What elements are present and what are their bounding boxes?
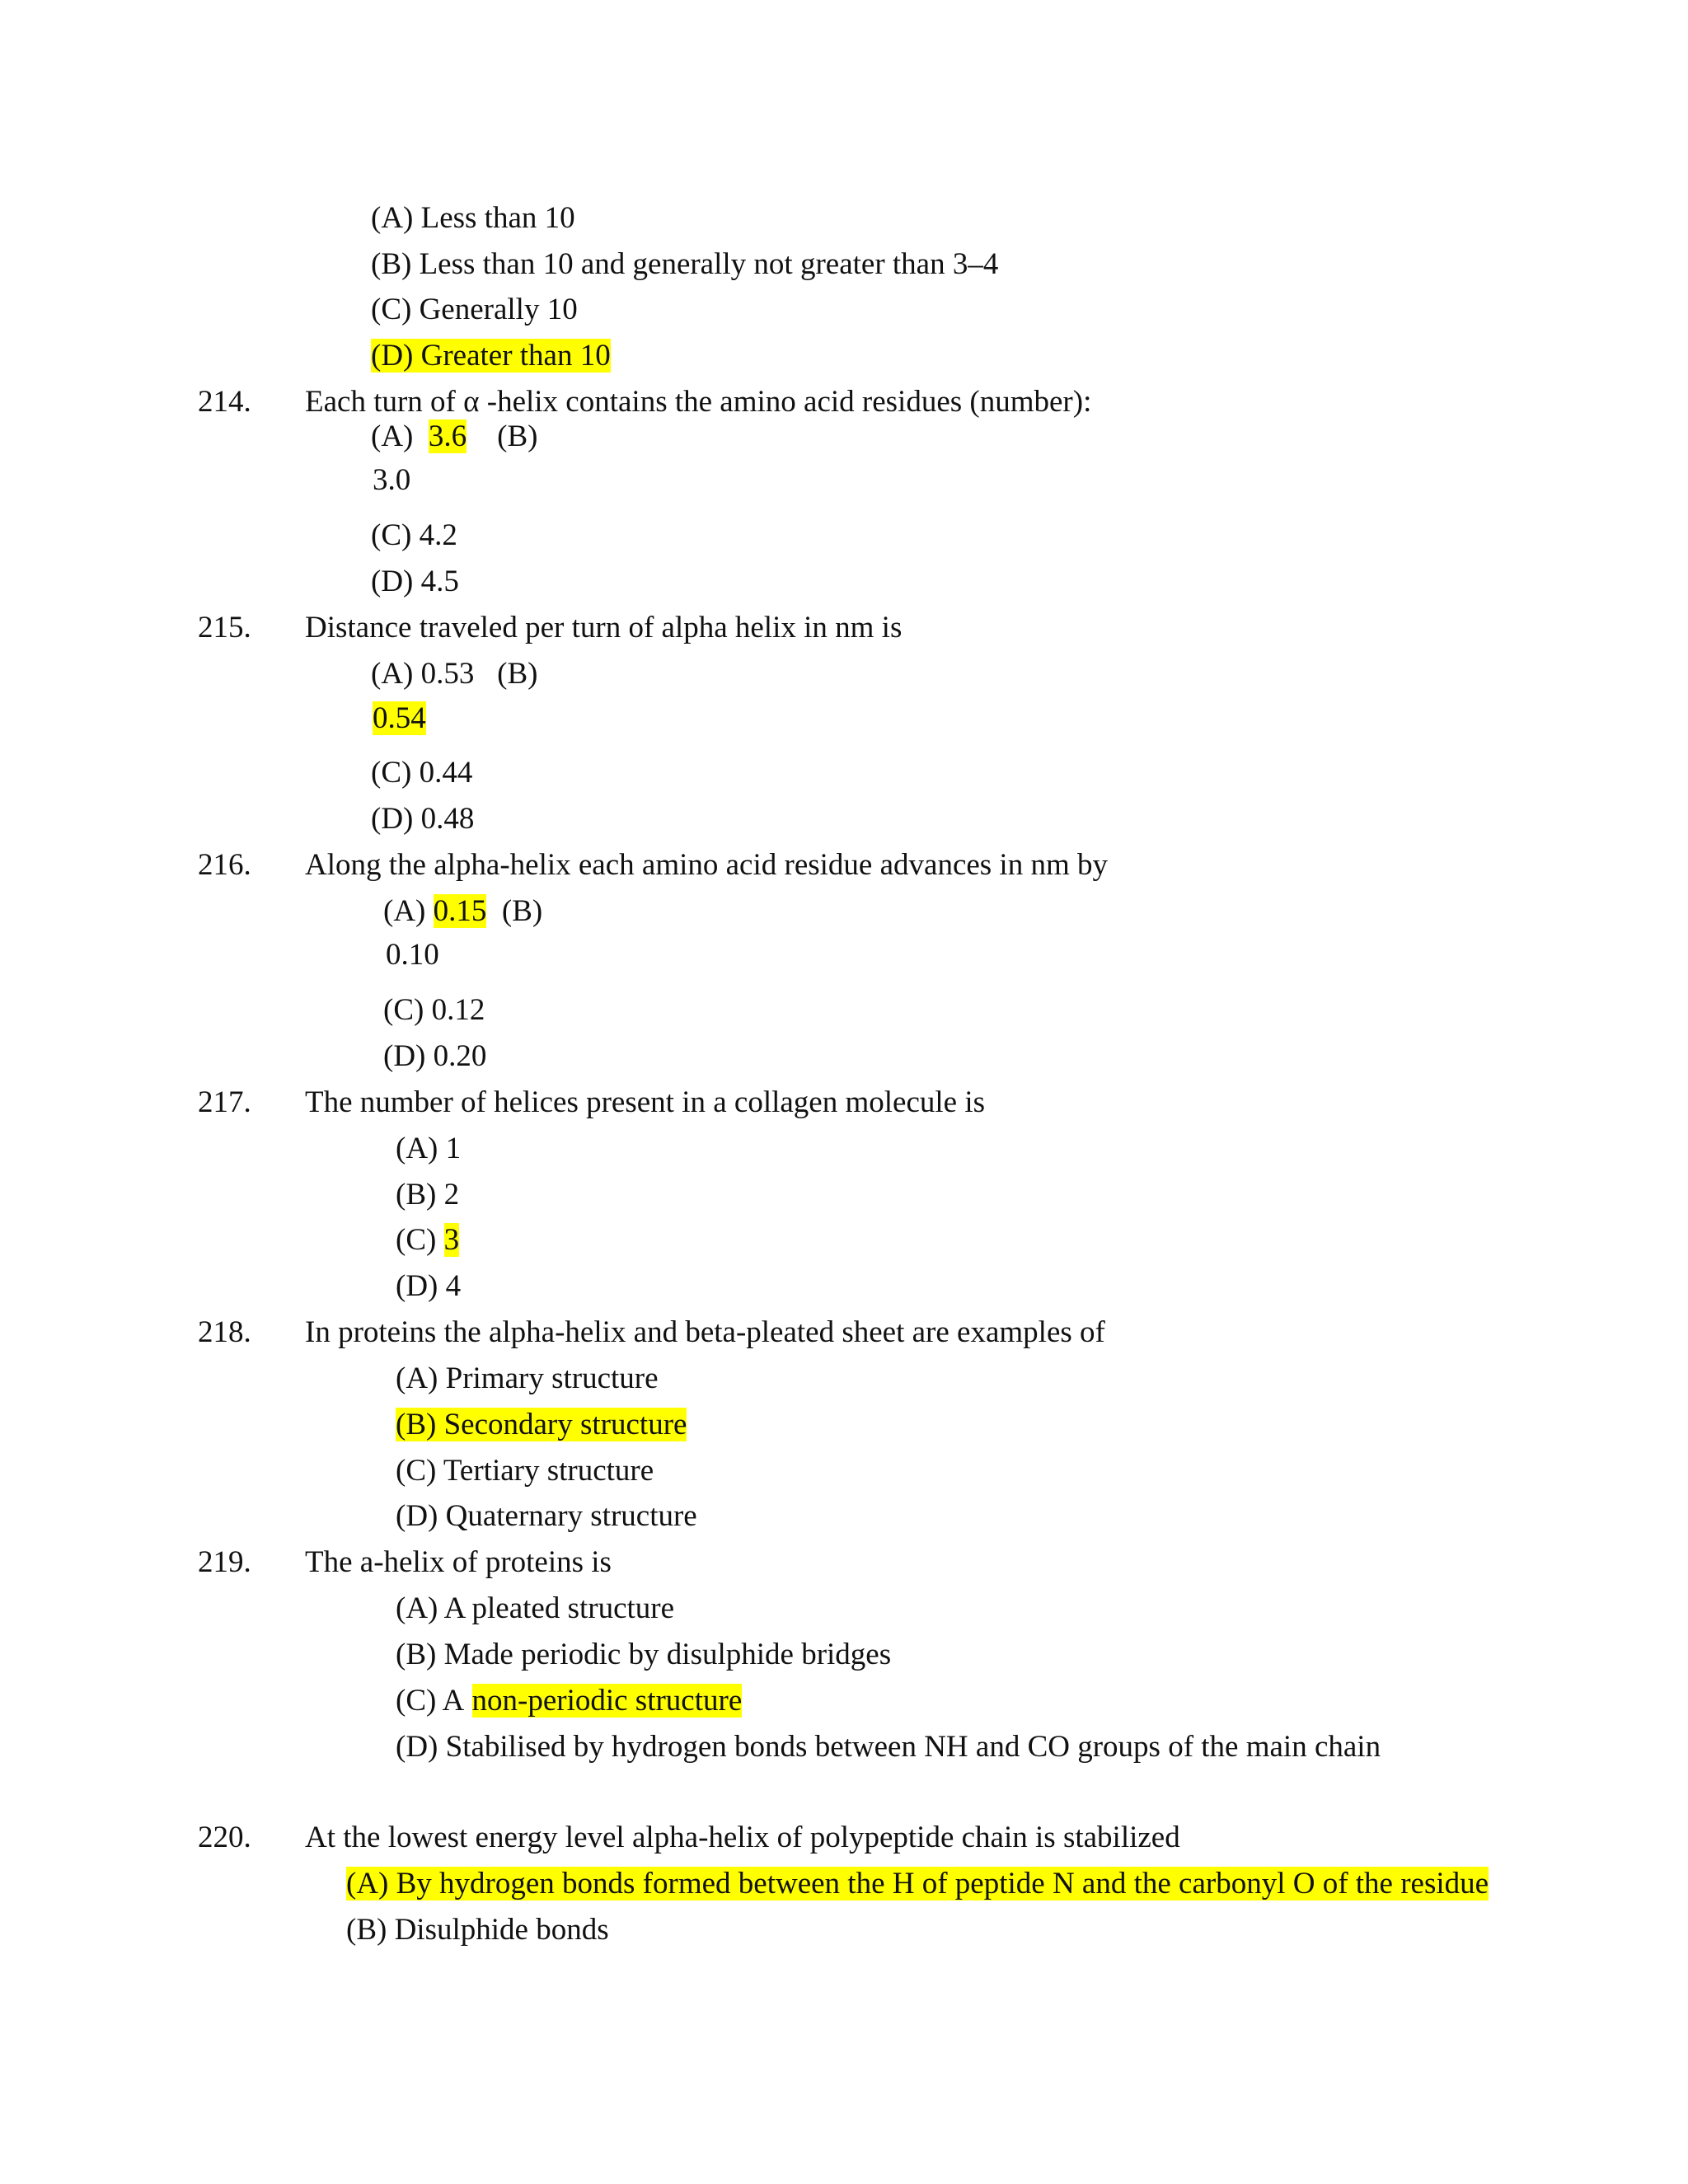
q217-option-b: (B) 2 bbox=[396, 1178, 460, 1212]
q219-option-b: (B) Made periodic by disulphide bridges bbox=[396, 1638, 892, 1671]
q217-option-c bbox=[396, 1222, 459, 1258]
q215-option-d: (D) 0.48 bbox=[371, 802, 475, 836]
question-number: 217. bbox=[198, 1085, 251, 1119]
q220-option-a bbox=[346, 1866, 1489, 1902]
answer-highlight: 3.6 bbox=[428, 419, 467, 453]
q216-options-ab bbox=[383, 893, 542, 930]
option-b-prefix: (B) bbox=[497, 657, 538, 691]
question-number: 219. bbox=[198, 1545, 251, 1579]
answer-highlight: 0.15 bbox=[433, 894, 487, 928]
q215-options-ab bbox=[371, 656, 537, 692]
q214-option-c: (C) 4.2 bbox=[371, 518, 457, 552]
q214-option-d: (D) 4.5 bbox=[371, 565, 459, 598]
option-b-prefix: (B) bbox=[501, 894, 543, 928]
option-a-prefix: (A) bbox=[371, 419, 414, 453]
answer-highlight: (D) Greater than 10 bbox=[371, 339, 611, 373]
q219-option-c bbox=[396, 1683, 742, 1719]
q213-option-d bbox=[371, 338, 611, 374]
q216-option-c: (C) 0.12 bbox=[383, 993, 485, 1027]
q216-option-d: (D) 0.20 bbox=[383, 1039, 487, 1073]
q217-option-d: (D) 4 bbox=[396, 1269, 462, 1303]
option-a-prefix: (A) bbox=[383, 894, 426, 928]
question-number: 220. bbox=[198, 1821, 251, 1854]
question-text: The number of helices present in a collagen molecule is bbox=[305, 1085, 986, 1119]
q216-option-b-value: 0.10 bbox=[386, 938, 439, 972]
question-number: 215. bbox=[198, 611, 251, 644]
q215-option-b-value bbox=[373, 701, 426, 737]
q219-option-a: (A) A pleated structure bbox=[396, 1591, 675, 1625]
question-text: Along the alpha-helix each amino acid residue advances in nm by bbox=[305, 848, 1108, 882]
q215-option-c: (C) 0.44 bbox=[371, 756, 473, 790]
option-c-prefix: (C) A bbox=[396, 1684, 465, 1718]
answer-highlight: (B) Secondary structure bbox=[396, 1408, 687, 1441]
answer-highlight: (A) By hydrogen bonds formed between the H of peptide N and the carbonyl O of the residue bbox=[346, 1867, 1489, 1900]
q218-option-d: (D) Quaternary structure bbox=[396, 1499, 697, 1533]
option-a: (A) 0.53 bbox=[371, 657, 475, 691]
q214-options-ab bbox=[371, 419, 537, 455]
question-text: The a-helix of proteins is bbox=[305, 1545, 612, 1579]
option-b-prefix: (B) bbox=[497, 419, 538, 453]
q217-option-a: (A) 1 bbox=[396, 1132, 462, 1165]
question-number: 218. bbox=[198, 1315, 251, 1349]
q218-option-b bbox=[396, 1407, 687, 1443]
option-c-prefix: (C) bbox=[396, 1223, 437, 1257]
question-text: In proteins the alpha-helix and beta-pleated sheet are examples of bbox=[305, 1315, 1105, 1349]
q220-option-b: (B) Disulphide bonds bbox=[346, 1913, 609, 1947]
q213-option-c: (C) Generally 10 bbox=[371, 293, 578, 326]
question-text: Distance traveled per turn of alpha helix in nm is bbox=[305, 611, 903, 644]
q213-option-b: (B) Less than 10 and generally not greater than 3–4 bbox=[371, 247, 999, 281]
question-number: 216. bbox=[198, 848, 251, 882]
answer-highlight: 3 bbox=[443, 1223, 460, 1257]
answer-highlight: non-periodic structure bbox=[471, 1684, 743, 1718]
question-text: Each turn of α -helix contains the amino acid residues (number): bbox=[305, 385, 1092, 419]
q219-option-d: (D) Stabilised by hydrogen bonds between NH and CO groups of the main chain bbox=[396, 1730, 1381, 1764]
q218-option-c: (C) Tertiary structure bbox=[396, 1454, 654, 1488]
q213-option-a: (A) Less than 10 bbox=[371, 201, 575, 235]
question-text: At the lowest energy level alpha-helix of polypeptide chain is stabilized bbox=[305, 1821, 1180, 1854]
q218-option-a: (A) Primary structure bbox=[396, 1361, 659, 1395]
question-number: 214. bbox=[198, 385, 251, 419]
q214-option-b-value: 3.0 bbox=[373, 463, 411, 497]
answer-highlight: 0.54 bbox=[373, 701, 426, 735]
